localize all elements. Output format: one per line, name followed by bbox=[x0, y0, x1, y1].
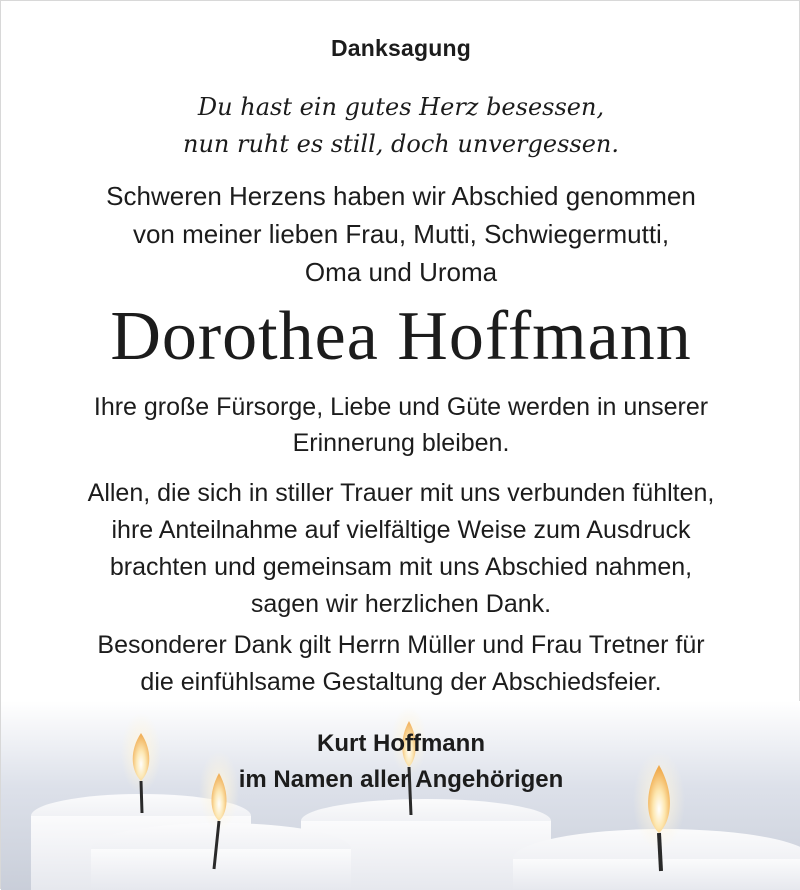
thanks-line: Allen, die sich in stiller Trauer mit uns verbunden fühlten, bbox=[87, 479, 715, 507]
tribute-line: Ihre große Fürsorge, Liebe und Güte werden in unserer bbox=[93, 393, 709, 421]
special-thanks-line: die einfühlsame Gestaltung der Abschiedsfeier. bbox=[140, 668, 662, 696]
tribute-line: Erinnerung bleiben. bbox=[292, 429, 510, 457]
intro-text bbox=[1, 177, 800, 291]
thanks-line: ihre Anteilnahme auf vielfältige Weise zum Ausdruck bbox=[111, 516, 691, 544]
thanks-text bbox=[1, 475, 800, 623]
poem-line: nun ruht es still, doch unvergessen. bbox=[182, 130, 620, 158]
deceased-name: Dorothea Hoffmann bbox=[110, 298, 692, 375]
intro-line: von meiner lieben Frau, Mutti, Schwiegermutti, bbox=[132, 219, 670, 249]
special-thanks-text bbox=[1, 627, 800, 701]
thanks-line: sagen wir herzlichen Dank. bbox=[250, 590, 552, 618]
signature bbox=[1, 726, 800, 798]
intro-line: Oma und Uroma bbox=[304, 257, 498, 287]
poem-line: Du hast ein gutes Herz besessen, bbox=[197, 93, 605, 121]
thanks-line: brachten und gemeinsam mit uns Abschied nahmen, bbox=[109, 553, 693, 581]
poem bbox=[1, 89, 800, 163]
intro-line: Schweren Herzens haben wir Abschied genommen bbox=[106, 181, 696, 211]
special-thanks-line: Besonderer Dank gilt Herrn Müller und Frau Tretner für bbox=[97, 631, 705, 659]
tribute-text bbox=[1, 389, 800, 461]
notice-heading: Danksagung bbox=[330, 35, 472, 61]
signature-name: Kurt Hoffmann bbox=[317, 730, 485, 757]
signature-subtitle: im Namen aller Angehörigen bbox=[238, 766, 564, 793]
